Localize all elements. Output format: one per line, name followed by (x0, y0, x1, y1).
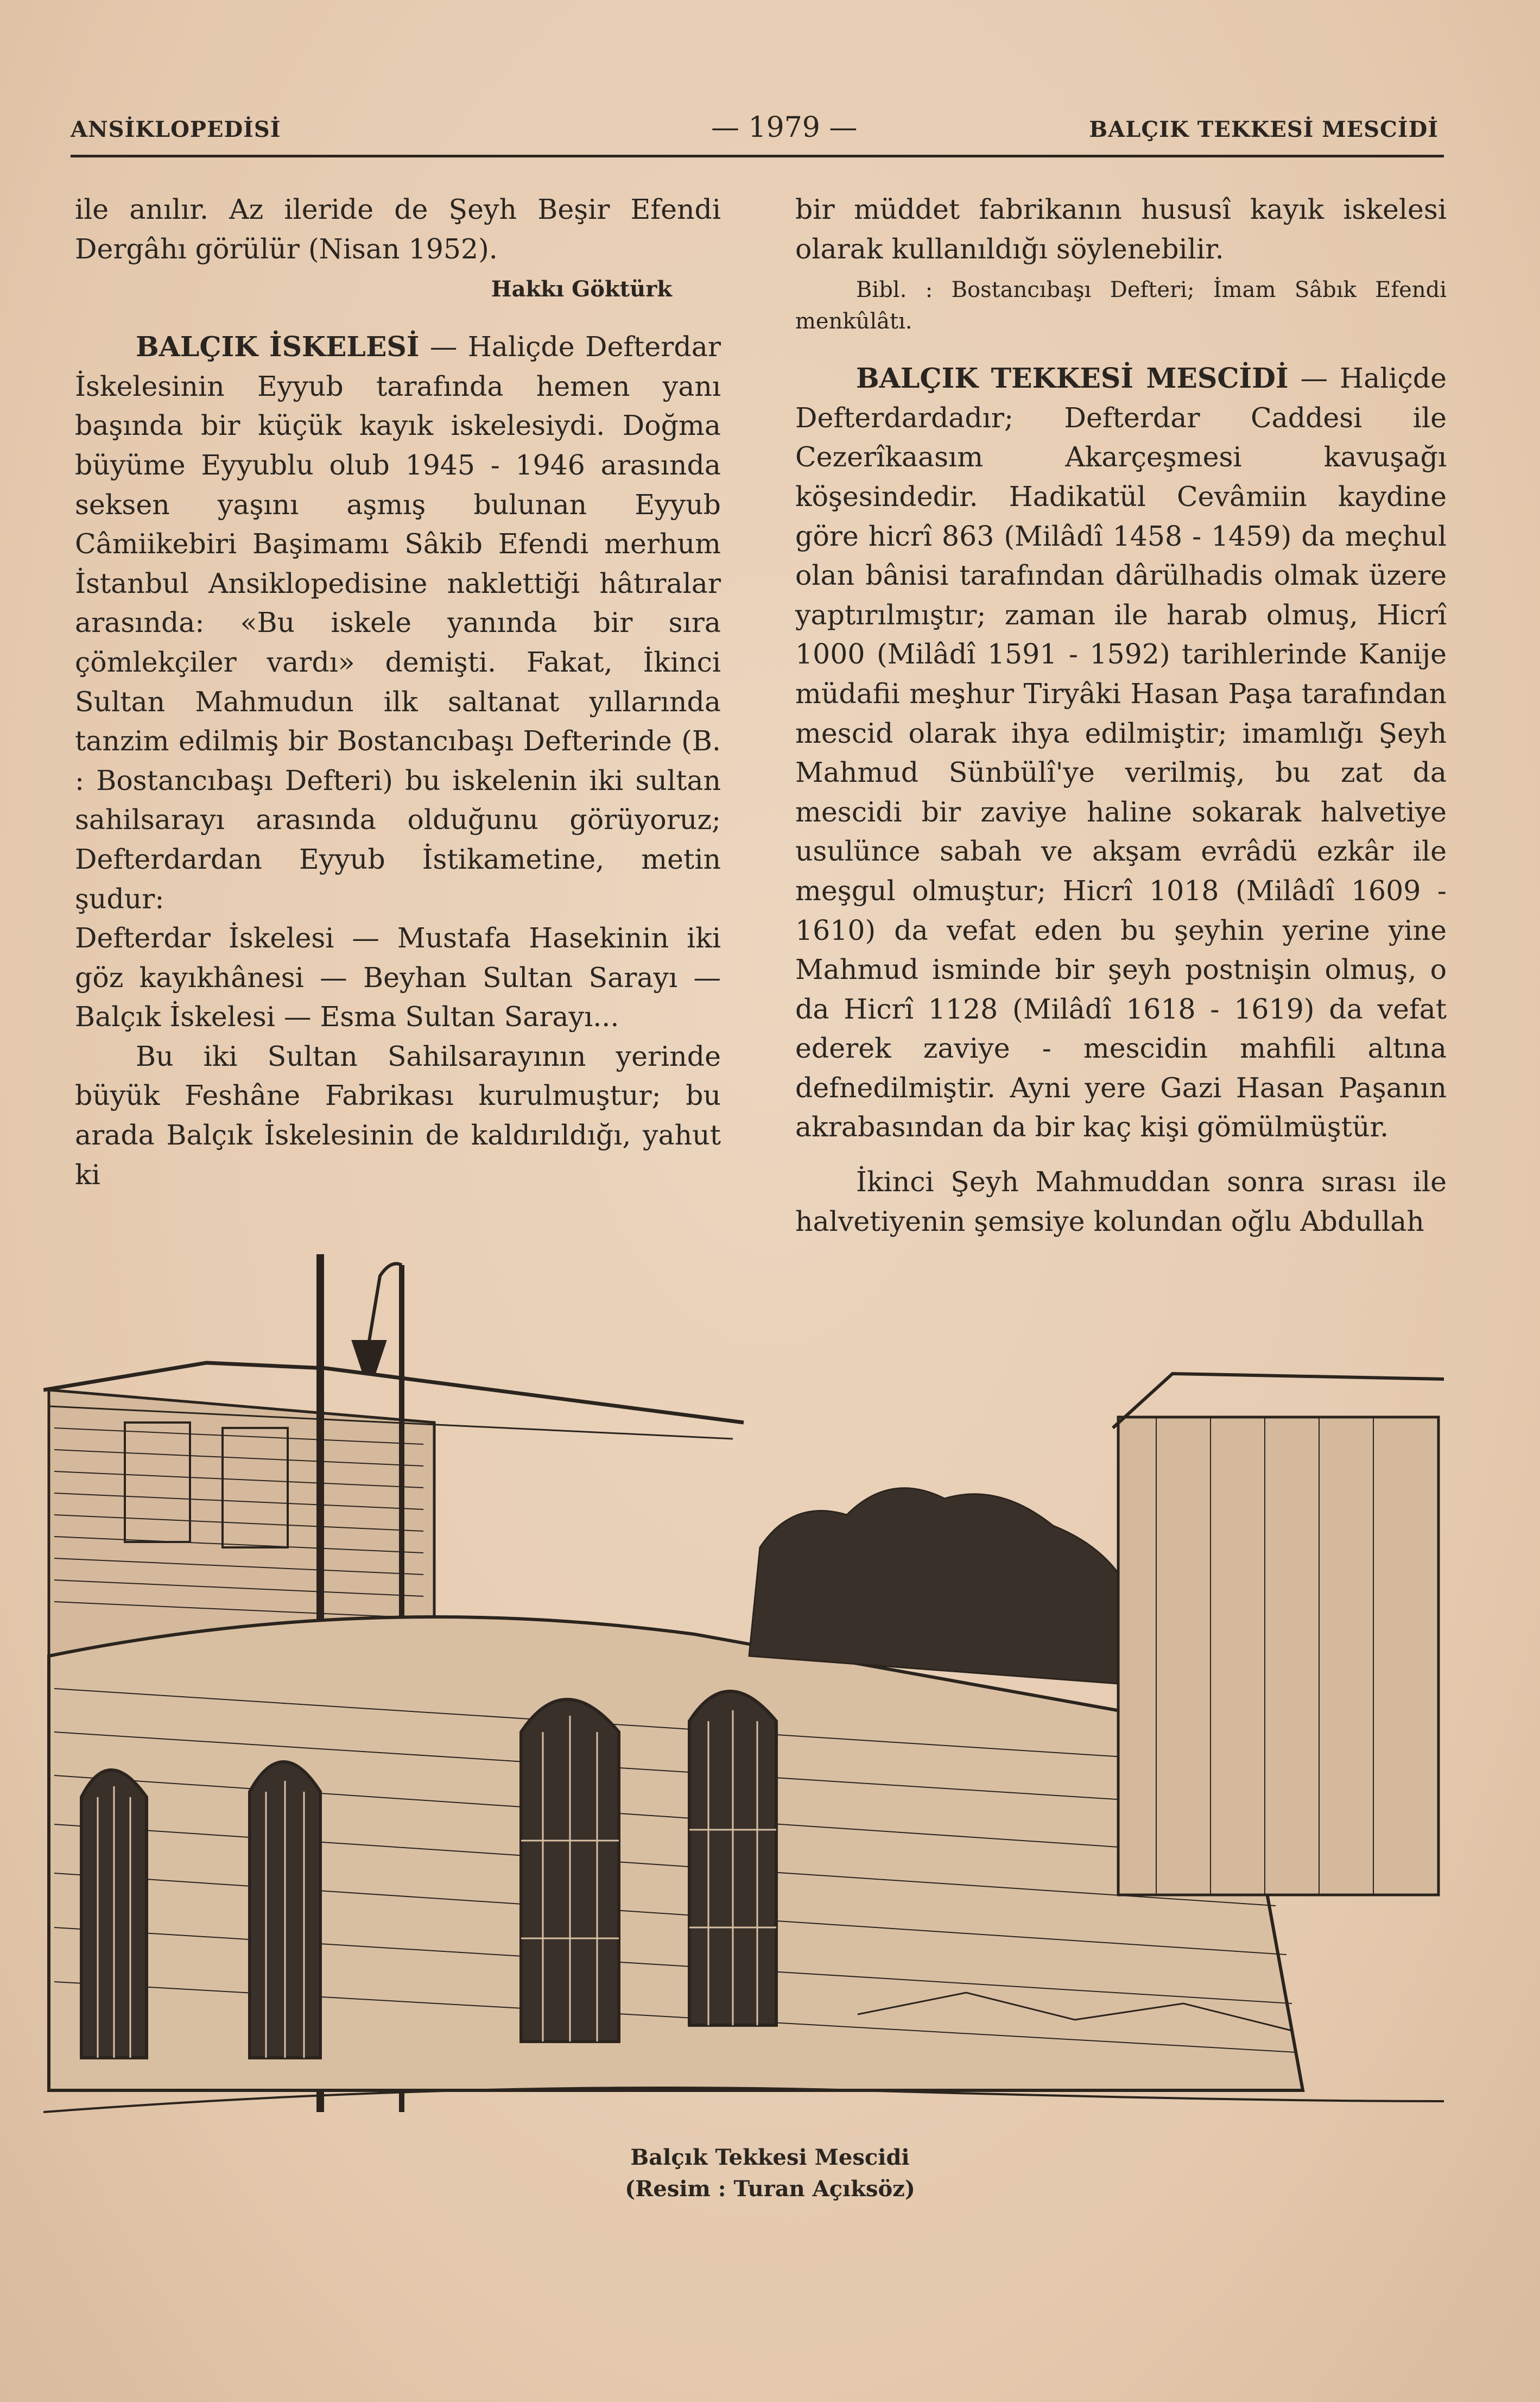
arched-window-4 (689, 1691, 776, 2025)
bibliography: Bibl. : Bostancıbaşı Defteri; İmam Sâbık Efendi menkûlâtı. (795, 277, 1447, 334)
paragraph-2: İkinci Şeyh Mahmuddan sonra sırası ile halvetiyenin şemsiye kolundan oğlu Abdullah (795, 1166, 1447, 1237)
author-signature: Hakkı Göktürk (491, 276, 672, 302)
closing-text: Bu iki Sultan Sahilsarayının yerinde büyük Feshâne Fabrikası kurulmuştur; bu arada Balçık İskelesinin de kaldırıldığı, yahut ki (75, 1040, 721, 1191)
running-header (71, 111, 1438, 149)
arched-window-3 (521, 1699, 619, 2041)
header-rule (71, 155, 1444, 157)
caption-credit: (Resim : Turan Açıksöz) (625, 2176, 915, 2202)
mosque-sketch-illustration (43, 1243, 1444, 2134)
right-column (795, 190, 1447, 1241)
entry-balcik-iskelesi (75, 327, 721, 919)
stone-wall (49, 1617, 1303, 2090)
right-building (1113, 1374, 1444, 1895)
entry-heading: BALÇIK İSKELESİ (136, 331, 420, 363)
figure-caption (0, 2142, 1540, 2205)
continuation-text: bir müddet fabrikanın hususî kayık iskelesi olarak kullanıldığı söylenebilir. (795, 193, 1447, 265)
arched-window-2 (250, 1762, 320, 2058)
caption-title: Balçık Tekkesi Mescidi (630, 2145, 910, 2170)
entry-body: — Haliçde Defterdar İskelesinin Eyyub tarafında hemen yanı başında bir küçük kayık iskelesiydi. Doğma büyüme Eyyublu olub 1945 - 1946 arasında seksen yaşını aşmış bulunan Eyyub Câmiikebiri Başimamı Sâkib Efendi merhum İstanbul Ansiklopedisine naklettiği hâtıralar arasında: «Bu iskele yanında bir sıra çömlekçiler vardı» demişti. Fakat, İkinci Sultan Mahmudun ilk saltanat yıllarında tanzim edilmiş bir Bostancıbaşı Defterinde (B. : Bostancıbaşı Defteri) bu iskelenin iki sultan sahilsarayı arasında olduğunu görüyoruz; Defterdardan Eyyub İstikametine, metin şudur: (75, 331, 721, 915)
left-column (75, 190, 721, 1194)
page-number: — 1979 — (711, 111, 858, 144)
entry-balcik-tekkesi (795, 359, 1447, 1147)
header-left: ANSİKLOPEDİSİ (71, 117, 281, 142)
arched-window-1 (81, 1770, 147, 2058)
header-right: BALÇIK TEKKESİ MESCİDİ (1089, 117, 1438, 142)
quoted-text: Defterdar İskelesi — Mustafa Hasekinin iki göz kayıkhânesi — Beyhan Sultan Sarayı — Balçık İskelesi — Esma Sultan Sarayı... (75, 922, 721, 1033)
entry-body: — Haliçde Defterdardadır; Defterdar Caddesi ile Cezerîkaasım Akarçeşmesi kavuşağı köşesindedir. Hadikatül Cevâmiin kaydine göre hicrî 863 (Milâdî 1458 - 1459) da meçhul olan bânisi tarafından dârülhadis olmak üzere yaptırılmıştır; zaman ile harab olmuş, Hicrî 1000 (Milâdî 1591 - 1592) tarihlerinde Kanije müdafii meşhur Tiryâki Hasan Paşa tarafından mescid olarak ihya edilmiştir; imamlığı Şeyh Mahmud Sünbülî'ye verilmiş, bu zat da mescidi bir zaviye haline sokarak halvetiye usulünce sabah ve akşam evrâdü ezkâr ile meşgul olmuştur; Hicrî 1018 (Milâdî 1609 - 1610) da vefat eden bu şeyhin yerine yine Mahmud isminde bir şeyh postnişin olmuş, o da Hicrî 1128 (Milâdî 1618 - 1619) da vefat ederek zaviye - mescidin mahfili altına defnedilmiştir. Ayni yere Gazi Hasan Paşanın akrabasından da bir kaç kişi gömülmüştür. (795, 362, 1447, 1143)
entry-heading: BALÇIK TEKKESİ MESCİDİ (856, 362, 1289, 395)
intro-text: ile anılır. Az ileride de Şeyh Beşir Efendi Dergâhı görülür (Nisan 1952). (75, 193, 721, 265)
